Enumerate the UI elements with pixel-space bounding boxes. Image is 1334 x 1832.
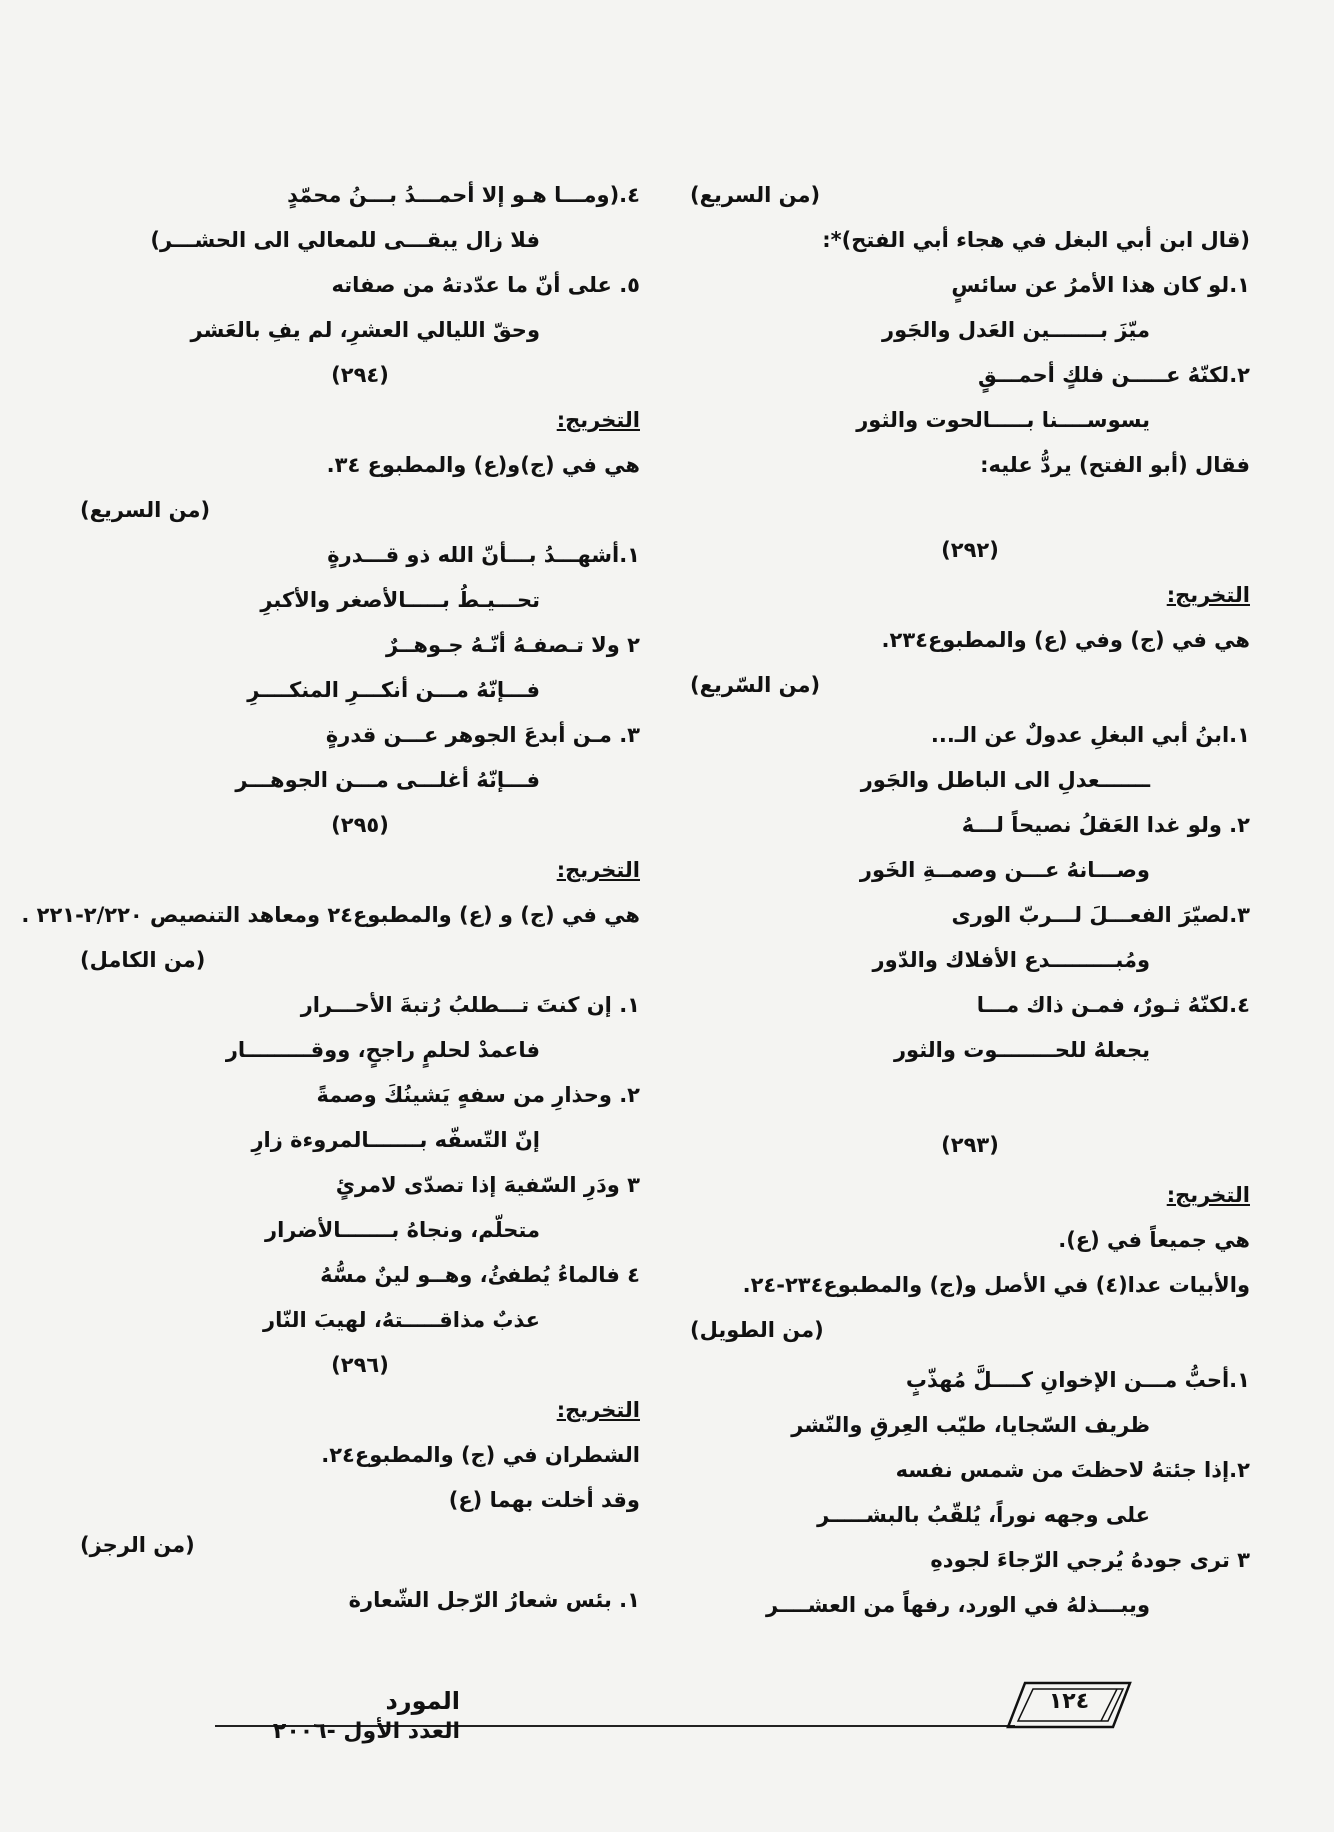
- verse-first-hemistich: ٤ فالماءُ يُطفئُ، وهــو لينٌ مسُّهُ: [320, 1263, 640, 1287]
- verse-first-hemistich: ٤.(ومـــا هـو إلا أحمـــدُ بـــنُ محمّدٍ: [287, 183, 640, 207]
- verse-second-hemistich: فلا زال يبقـــى للمعالي الى الحشـــر): [150, 228, 540, 252]
- text-line: الشطران في (ج) والمطبوع٢٤.: [321, 1443, 640, 1467]
- footer-magazine: [200, 1685, 460, 1765]
- page-number-badge: [1005, 1675, 1135, 1735]
- verse-first-hemistich: ٣ ودَرِ السّفيهَ إذا تصدّى لامرئٍ: [335, 1173, 640, 1197]
- meter-label: (من الرجز): [80, 1533, 195, 1557]
- verse-second-hemistich: فـــإنّهُ أغلـــى مـــن الجوهـــر: [235, 768, 540, 792]
- page-number: ١٢٤: [1048, 1689, 1090, 1714]
- verse-second-hemistich: عذبٌ مذاقـــــتهُ، لهيبَ النّار: [263, 1308, 540, 1332]
- verse-second-hemistich: إنّ التّسفّه بـــــــالمروءة زارِ: [251, 1128, 540, 1152]
- verse-second-hemistich: ظريف السّجايا، طيّب العِرقِ والنّشر: [791, 1413, 1150, 1437]
- verse-second-hemistich: وصـــانهُ عـــن وصمــةِ الخَور: [859, 858, 1150, 882]
- poem-number: (٢٩٦): [331, 1353, 389, 1377]
- meter-label: (من السريع): [690, 183, 821, 207]
- verse-first-hemistich: ١.ابنُ أبي البغلِ عدولٌ عن الـ...: [930, 723, 1250, 747]
- verse-second-hemistich: وحقّ الليالي العشرِ، لم يفِ بالعَشر: [190, 318, 540, 342]
- verse-first-hemistich: ١. إن كنتَ تـــطلبُ رُتبةَ الأحـــرار: [300, 993, 640, 1017]
- section-heading: التخريج:: [556, 1398, 640, 1422]
- verse-second-hemistich: على وجهه نوراً، يُلقّبُ بالبشـــــر: [817, 1503, 1150, 1527]
- verse-first-hemistich: ٢ ولا تـصفـهُ أنّـهُ جـوهــرٌ: [386, 633, 640, 657]
- verse-second-hemistich: متحلّم، ونجاهُ بـــــــالأضرار: [265, 1218, 540, 1242]
- verse-first-hemistich: ٢.لكنّهُ عـــــن فلكٍ أحمـــقٍ: [977, 363, 1250, 387]
- verse-first-hemistich: ٣ ترى جودهُ يُرجي الرّجاءَ لجودهِ: [930, 1548, 1250, 1572]
- verse-first-hemistich: ٣.لصيّرَ الفعـــلَ لـــربّ الورى: [951, 903, 1250, 927]
- intro-line: (قال ابن أبي البغل في هجاء أبي الفتح)*:: [822, 228, 1250, 252]
- text-line: هي جميعاً في (ع).: [1058, 1228, 1250, 1252]
- verse-second-hemistich: ويبـــذلهُ في الورد، رفهاً من العشــــر: [765, 1593, 1150, 1617]
- verse-first-hemistich: ٢. ولو غدا العَقلُ نصيحاً لـــهُ: [961, 813, 1250, 837]
- text-line: هي في (ج) وفي (ع) والمطبوع٢٣٤.: [881, 628, 1250, 652]
- verse-first-hemistich: ٢.إذا جئتهُ لاحظتَ من شمس نفسه: [895, 1458, 1250, 1482]
- section-heading: التخريج:: [1166, 583, 1250, 607]
- left-column: [21, 0, 640, 1700]
- poem-number: (٢٩٢): [941, 538, 999, 562]
- verse-second-hemistich: ميّزَ بـــــــين العَدل والجَور: [882, 318, 1150, 342]
- poem-number: (٢٩٤): [331, 363, 389, 387]
- text-line: هي في (ج)و(ع) والمطبوع ٣٤.: [326, 453, 640, 477]
- meter-label: (من السّريع): [690, 673, 821, 697]
- verse-second-hemistich: يسوســــنا بـــــالحوت والثور: [856, 408, 1150, 432]
- text-line: والأبيات عدا(٤) في الأصل و(ج) والمطبوع٢٣٤-٢٤.: [742, 1273, 1250, 1297]
- magazine-title: المورد: [385, 1687, 460, 1715]
- verse-first-hemistich: ٣. مـن أبدعَ الجوهر عـــن قدرةٍ: [325, 723, 640, 747]
- intro-line: فقال (أبو الفتح) يردُّ عليه:: [980, 453, 1250, 477]
- issue-label: العدد الأول -٢٠٠٦: [272, 1719, 460, 1744]
- right-column: [690, 0, 1250, 1700]
- verse-first-hemistich: ٤.لكنّهُ ثـورٌ، فمـن ذاك مـــا: [976, 993, 1250, 1017]
- section-heading: التخريج:: [556, 858, 640, 882]
- text-line: وقد أخلت بهما (ع): [448, 1488, 640, 1512]
- verse-second-hemistich: تحـــيـطُ بـــــالأصغر والأكبرِ: [260, 588, 540, 612]
- verse-first-hemistich: ١.أحبُّ مـــن الإخوانِ كــــلَّ مُهذّبٍ: [905, 1368, 1250, 1392]
- verse-second-hemistich: يجعلهُ للحــــــــوت والثور: [893, 1038, 1150, 1062]
- verse-first-hemistich: ١.لو كان هذا الأمرُ عن سائسٍ: [951, 273, 1250, 297]
- meter-label: (من السريع): [80, 498, 211, 522]
- verse-second-hemistich: ومُبـــــــــدع الأفلاك والدّور: [872, 948, 1150, 972]
- text-line: هي في (ج) و (ع) والمطبوع٢٤ ومعاهد التنصيص ٢/٢٢٠-٢٢١ .: [21, 903, 640, 927]
- poem-number: (٢٩٥): [331, 813, 389, 837]
- verse-first-hemistich: ٥. على أنّ ما عدّدتهُ من صفاته: [331, 273, 640, 297]
- section-heading: التخريج:: [1166, 1183, 1250, 1207]
- verse-second-hemistich: فـــإنّهُ مـــن أنكـــرِ المنكــــرِ: [247, 678, 540, 702]
- verse-first-hemistich: ٢. وحذارِ من سفهٍ يَشينُكَ وصمةً: [316, 1083, 640, 1107]
- verse-second-hemistich: فاعمدْ لحلمٍ راجحٍ، ووقـــــــــار: [225, 1038, 540, 1062]
- meter-label: (من الطويل): [690, 1318, 824, 1342]
- poem-number: (٢٩٣): [941, 1133, 999, 1157]
- verse-first-hemistich: ١. بئس شعارُ الرّجل الشّعارة: [348, 1588, 640, 1612]
- verse-second-hemistich: ـــــــعدلِ الى الباطل والجَور: [860, 768, 1150, 792]
- meter-label: (من الكامل): [80, 948, 206, 972]
- section-heading: التخريج:: [556, 408, 640, 432]
- verse-first-hemistich: ١.أشهـــدُ بـــأنّ الله ذو قـــدرةٍ: [327, 543, 640, 567]
